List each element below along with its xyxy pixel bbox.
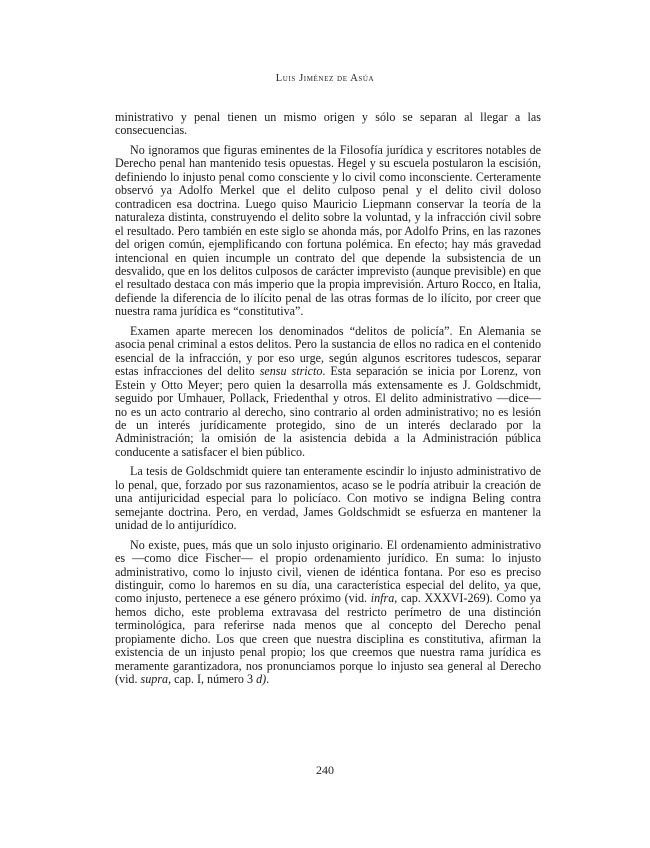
paragraph-5-italic-infra: infra bbox=[370, 591, 395, 606]
body-text bbox=[115, 111, 541, 693]
paragraph-5 bbox=[115, 539, 541, 687]
paragraph-5-italic-d: d) bbox=[256, 672, 267, 687]
running-header: Luis Jiménez de Asúa bbox=[275, 73, 375, 84]
paragraph-3-italic-sensu-stricto: sensu stricto bbox=[259, 364, 323, 379]
paragraph-5-text-d: . bbox=[266, 672, 270, 687]
paragraph-4-text: La tesis de Goldschmidt quiere tan enteramente escindir lo injusto administrativo de lo penal, que, forzado por sus razonamientos, acaso se le podría atribuir la creación de una antijuricidad especial para lo policíaco. Con motivo se indigna Beling contra semejante doctrina. Pero, en verdad, James Goldschmidt se esfuerza en mantener la unidad de lo antijurídico. bbox=[115, 464, 541, 533]
paragraph-3-text-b: . Esta separación se inicia por Lorenz, von Estein y Otto Meyer; pero quien la desarrolla más extensamente es J. Goldschmidt, seguido por Umhauer, Pollack, Friedenthal y otros. El delito administrativo —dice— no es un acto contrario al derecho, sino contrario al orden administrativo; no es lesión de un interés jurídicamente protegido, sino de un interés declarado por la Administración; la omisión de la asistencia debida a la Administración pública conducente a satisfacer el bien público. bbox=[115, 364, 542, 459]
page-number: 240 bbox=[316, 763, 334, 777]
paragraph-2-text: No ignoramos que figuras eminentes de la Filosofía jurídica y escritores notables de Derecho penal han mantenido tesis opuestas. Hegel y su escuela postularon la escisión, definiendo lo injusto penal como consciente y lo civil como inconsciente. Certeramente observó ya Adolfo Merkel que el delito culposo penal y el delito civil doloso contradicen esa doctrina. Luego quiso Mauricio Liepmann conservar la teoría de la naturaleza distinta, construyendo el delito sobre la voluntad, y la infracción civil sobre el resultado. Pero también en este siglo se ahonda más, por Adolfo Prins, en las razones del origen común, ejemplificando con fortuna polémica. En efecto; hay más gravedad intencional en quien incumple un contrato del que depende la subsistencia de un desvalido, que en los delitos culposos de carácter imprevisto (aunque previsible) en que el resultado destaca con más imperio que la propia imprevisión. Arturo Rocco, en Italia, defiende la diferencia de lo ilícito penal de las otras formas de lo ilícito, por creer que nuestra rama jurídica es “constitutiva”. bbox=[115, 142, 541, 319]
paragraph-5-text-a: No existe, pues, más que un solo injusto originario. El ordenamiento administrativo es —como dice Fischer— el propio ordenamiento jurídico. En suma: lo injusto administrativo, como lo injusto civil, vienen de idéntica fontana. Por eso es preciso distinguir, como lo haremos en su día, una característica especial del delito, ya que, como injusto, pertenece a ese género próximo (vid. bbox=[115, 537, 541, 606]
paragraph-2 bbox=[115, 144, 541, 319]
paragraph-1-text: ministrativo y penal tienen un mismo origen y sólo se separan al llegar a las consecuencias. bbox=[115, 110, 541, 138]
paragraph-5-italic-supra: supra, bbox=[140, 672, 172, 687]
paragraph-1 bbox=[115, 111, 541, 138]
paragraph-4 bbox=[115, 465, 541, 532]
paragraph-3-text-a: Examen aparte merecen los denominados “delitos de policía”. En Alemania se asocia penal criminal a estos delitos. Pero la sustancia de ellos no radica en el contenido esencial de la infracción, y por eso urge, según algunos escritores tudescos, separar estas infracciones del delito bbox=[115, 323, 541, 379]
paragraph-5-text-c: cap. I, número 3 bbox=[171, 672, 257, 687]
paragraph-3 bbox=[115, 325, 541, 460]
paragraph-5-text-b: , cap. XXXVI-269). Como ya hemos dicho, este problema extravasa del restricto perímetro de una distinción terminológica, para referirse nada menos que al concepto del Derecho penal propiamente dicho. Los que creen que nuestra disciplina es constitutiva, afirman la existencia de un injusto penal propio; los que creemos que nuestra rama jurídica es meramente garantizadora, nos pronunciamos porque lo injusto sea general al Derecho (vid. bbox=[115, 591, 541, 687]
